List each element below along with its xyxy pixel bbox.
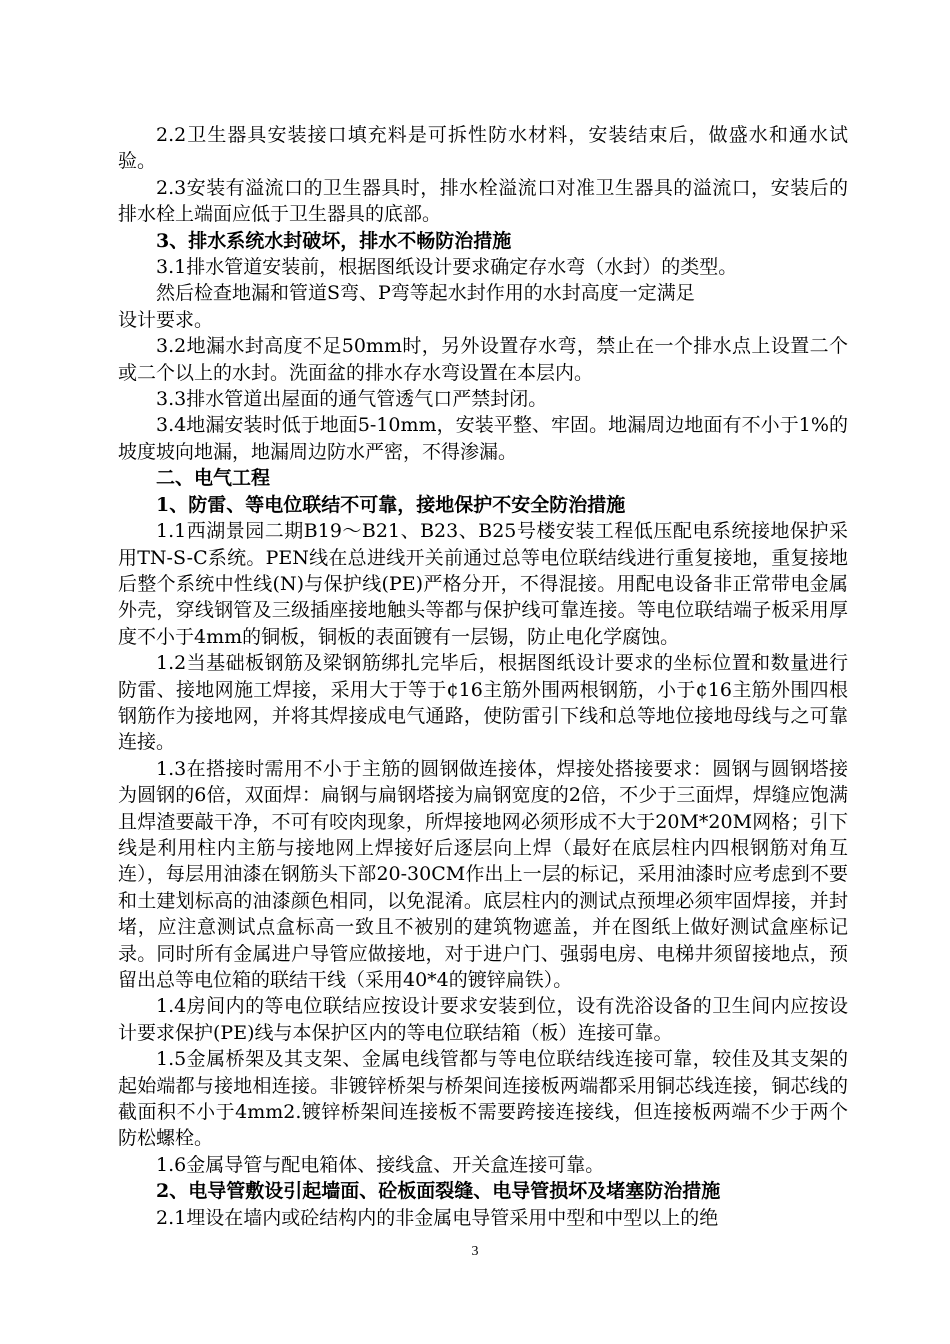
paragraph: 3.1排水管道安装前，根据图纸设计要求确定存水弯（水封）的类型。 xyxy=(156,256,738,279)
paragraph: 1.2当基础板钢筋及梁钢筋绑扎完毕后，根据图纸设计要求的坐标位置和数量进行防雷、接地网施工焊接，采用大于等于¢16主筋外围两根钢筋，小于¢16主筋外围四根钢筋作为接地网，并将其焊接成电气通路，使防雷引下线和总等地位接地母线与之可靠连接。 xyxy=(118,652,848,754)
paragraph: 1.4房间内的等电位联结应按设计要求安装到位，设有洗浴设备的卫生间内应按设计要求保护(PE)线与本保护区内的等电位联结箱（板）连接可靠。 xyxy=(118,995,848,1044)
section-heading: 1、防雷、等电位联结不可靠，接地保护不安全防治措施 xyxy=(156,493,626,516)
chapter-heading: 二、电气工程 xyxy=(156,467,271,490)
paragraph: 2.1埋设在墙内或砼结构内的非金属电导管采用中型和中型以上的绝 xyxy=(156,1206,719,1229)
section-heading: 2、电导管敷设引起墙面、砼板面裂缝、电导管损坏及堵塞防治措施 xyxy=(156,1180,721,1203)
paragraph: 1.6金属导管与配电箱体、接线盒、开关盒连接可靠。 xyxy=(156,1153,605,1176)
paragraph: 1.5金属桥架及其支架、金属电线管都与等电位联结线连接可靠，较佳及其支架的起始端都与接地相连接。非镀锌桥架与桥架间连接板两端都采用铜芯线连接，铜芯线的截面积不小于4mm2.镀锌桥架间连接板不需要跨接连接线，但连接板两端不少于两个防松螺栓。 xyxy=(118,1048,848,1150)
paragraph: 3.3排水管道出屋面的通气管透气口严禁封闭。 xyxy=(156,388,548,411)
paragraph: 2.3安装有溢流口的卫生器具时，排水栓溢流口对准卫生器具的溢流口，安装后的排水栓上端面应低于卫生器具的底部。 xyxy=(118,176,848,226)
section-heading: 3、排水系统水封破坏，排水不畅防治措施 xyxy=(156,229,512,252)
page-number: 3 xyxy=(471,1244,479,1259)
paragraph: 1.3在搭接时需用不小于主筋的圆钢做连接体，焊接处搭接要求：圆钢与圆钢塔接为圆钢的6倍，双面焊：扁钢与扁钢塔接为扁钢宽度的2倍，不少于三面焊，焊缝应饱满且焊渣要敲干净，不可有咬肉现象，所焊接地网必须形成不大于20M*20M网格；引下线是利用柱内主筋与接地网上焊接好后逐层向上焊（最好在底层柱内四根钢筋对角互连），每层用油漆在钢筋头下部20-30CM作出上一层的标记，采用油漆时应考虑到不要和土建划标高的油漆颜色相同，以免混淆。底层柱内的测试点预埋必须牢固焊接，并封堵，应注意测试点盒标高一致且不被别的建筑物遮盖，并在图纸上做好测试盒座标记录。同时所有金属进户导管应做接地，对于进户门、强弱电房、电梯井须留接地点，预留出总等电位箱的联结干线（采用40*4的镀锌扁铁）。 xyxy=(118,757,848,991)
paragraph: 3.2地漏水封高度不足50mm时，另外设置存水弯，禁止在一个排水点上设置二个或二个以上的水封。洗面盆的排水存水弯设置在本层内。 xyxy=(118,335,848,384)
paragraph: 2.2卫生器具安装接口填充料是可拆性防水材料，安装结束后，做盛水和通水试验。 xyxy=(118,124,848,173)
paragraph: 1.1西湖景园二期B19～B21、B23、B25号楼安装工程低压配电系统接地保护采用TN-S-C系统。PEN线在总进线开关前通过总等电位联结线进行重复接地，重复接地后整个系统中性线(N)与保护线(PE)严格分开，不得混接。用配电设备非正常带电金属外壳，穿线钢管及三级插座接地触头等都与保护线可靠连接。等电位联结端子板采用厚度不小于4mm的铜板，铜板的表面镀有一层锡，防止电化学腐蚀。 xyxy=(118,520,848,648)
paragraph: 然后检查地漏和管道S弯、P弯等起水封作用的水封高度一定满足 xyxy=(156,282,695,305)
paragraph: 3.4地漏安装时低于地面5-10mm，安装平整、牢固。地漏周边地面有不小于1%的坡度坡向地漏，地漏周边防水严密，不得渗漏。 xyxy=(118,414,848,463)
document-body xyxy=(118,122,848,1231)
paragraph: 设计要求。 xyxy=(118,308,214,331)
